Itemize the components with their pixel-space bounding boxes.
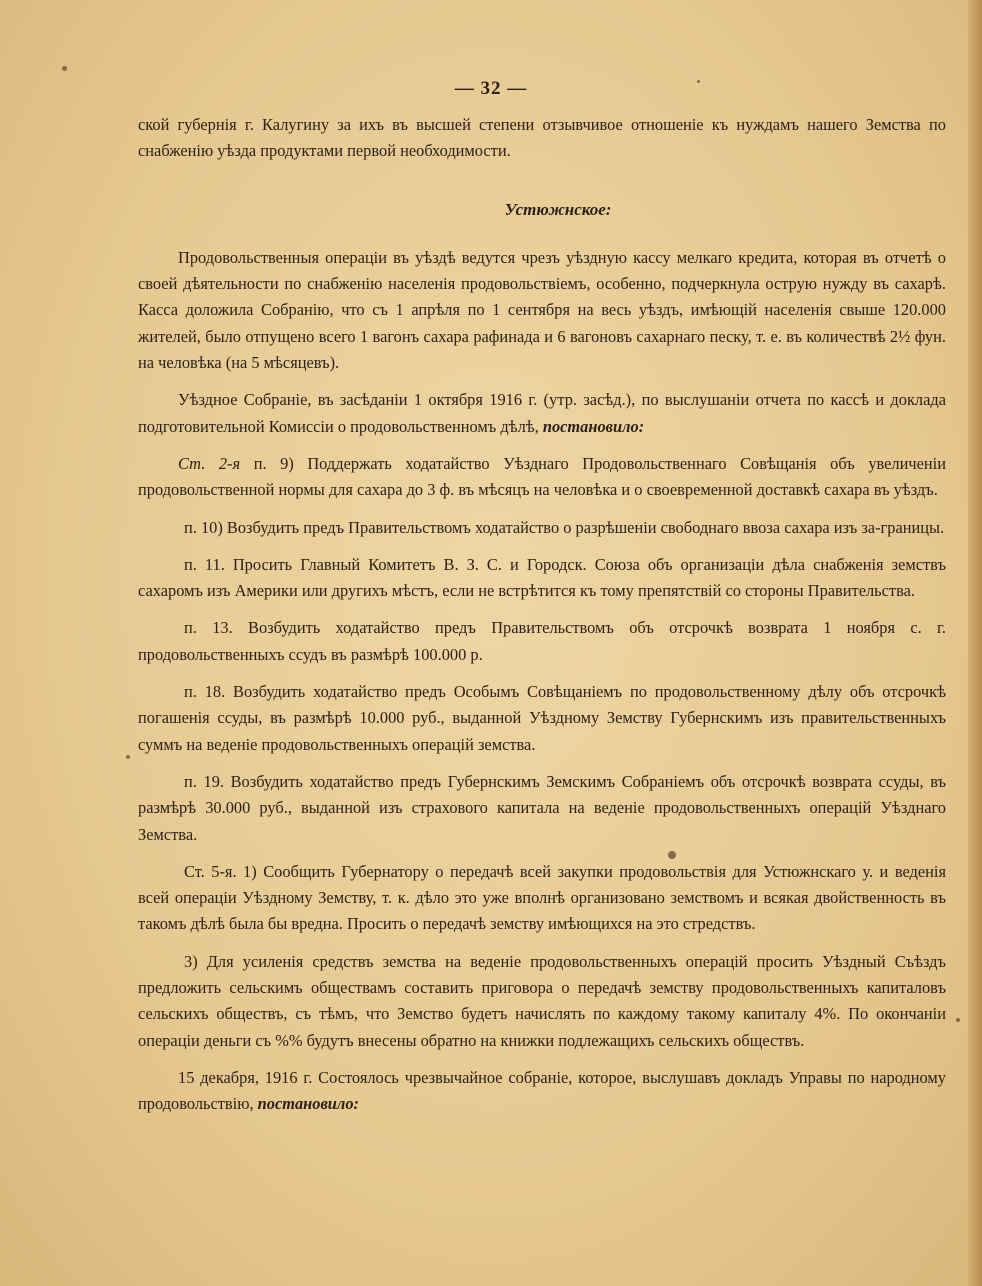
paragraph: п. 19. Возбудить ходатайство предъ Губернскимъ Земскимъ Собраніемъ объ отсрочкѣ возврата ссуды, въ размѣрѣ 30.000 руб., выданной изъ страхового капитала на веденіе продовольственныхъ операцій Уѣзднаго Земства. (138, 771, 946, 844)
paragraph-resolution (138, 1065, 946, 1118)
paragraph-continuation: ской губернія г. Калугину за ихъ въ высшей степени отзывчивое отношеніе къ нуждамъ нашего Земства по снабженію уѣзда продуктами первой необходимости. (138, 115, 946, 161)
paragraph-text: 15 декабря, 1916 г. Состоялось чрезвычайное собраніе, которое, выслушавъ докладъ Управы по народному продовольствію, (138, 1067, 946, 1114)
page-edge (968, 0, 982, 1286)
article-label: Ст. 2-я (178, 453, 241, 473)
body-text (138, 112, 946, 1129)
ink-spot (956, 1018, 960, 1022)
paragraph: п. 11. Просить Главный Комитетъ В. З. С. и Городск. Союза объ организаціи дѣла снабженія земствъ сахаромъ изъ Америки или другихъ мѣстъ, если не встрѣтится къ тому препятствій со стороны Правительства. (138, 554, 946, 601)
resolution-keyword: постановило: (542, 416, 645, 436)
ink-spot (697, 80, 700, 83)
ink-spot (126, 755, 130, 759)
section-heading: Устюжнское: (504, 199, 612, 219)
paragraph-article (138, 451, 946, 504)
paragraph: п. 10) Возбудить предъ Правительствомъ ходатайство о разрѣшеніи свободнаго ввоза сахара изъ за-границы. (184, 517, 945, 537)
paragraph: 3) Для усиленія средствъ земства на веденіе продовольственныхъ операцій просить Уѣздный Съѣздъ предложить сельскимъ обществамъ составить приговора о передачѣ земству продовольственныхъ капиталовъ сельскихъ обществъ, съ тѣмъ, что Земство будетъ начислять по каждому такому капиталу 4%. По окончаніи операціи деньги съ %% будутъ внесены обратно на книжки подлежащихъ сельскихъ обществъ. (138, 951, 946, 1050)
page-number: — 32 — (454, 78, 528, 99)
paragraph: п. 18. Возбудить ходатайство предъ Особымъ Совѣщаніемъ по продовольственному дѣлу объ отсрочкѣ погашенія ссуды, въ размѣрѣ 10.000 руб., выданной Уѣздному Земству Губернскимъ изъ правительственныхъ суммъ на веденіе продовольственныхъ операцій земства. (138, 682, 946, 754)
resolution-keyword: постановило: (257, 1094, 359, 1114)
paragraph: Продовольственныя операціи въ уѣздѣ ведутся чрезъ уѣздную кассу мелкаго кредита, которая въ отчетѣ о своей дѣятельности по снабженію населенія продовольствіемъ, особенно, подчеркнула острую нужду въ сахарѣ. Касса доложила Собранію, что съ 1 апрѣля по 1 сентября на весь уѣздъ, имѣющій населенія свыше 120.000 жителей, было отпущено всего 1 вагонъ сахара рафинада и 6 вагоновъ сахарнаго песку, т. е. въ количествѣ 2½ фун. на человѣка (на 5 мѣсяцевъ). (138, 247, 946, 373)
ink-spot (62, 66, 67, 71)
paragraph-resolution (138, 387, 946, 440)
paragraph: Ст. 5-я. 1) Сообщить Губернатору о передачѣ всей закупки продовольствія для Устюжнскаго у. и веденія всей операціи Уѣздному Земству, т. к. дѣло это уже вполнѣ организовано земствомъ и всякая двойственность въ такомъ дѣлѣ была бы вредна. Просить о передачѣ земству имѣющихся на это стредствъ. (138, 861, 946, 934)
paragraph-text: Уѣздное Собраніе, въ засѣданіи 1 октября 1916 г. (утр. засѣд.), по выслушаніи отчета по кассѣ и доклада подготовительной Комиссіи о продовольственномъ дѣлѣ, (138, 390, 946, 436)
paragraph: п. 13. Возбудить ходатайство предъ Правительствомъ объ отсрочкѣ возврата 1 ноября с. г. продовольственныхъ ссудъ въ размѣрѣ 100.000 р. (138, 618, 946, 664)
ink-spot (668, 851, 676, 859)
paragraph-text: п. 9) Поддержать ходатайство Уѣзднаго Продовольственнаго Совѣщанія объ увеличеніи продовольственной нормы для сахара до 3 ф. въ мѣсяцъ на человѣка и о своевременной доставкѣ сахара въ уѣздъ. (138, 453, 946, 500)
